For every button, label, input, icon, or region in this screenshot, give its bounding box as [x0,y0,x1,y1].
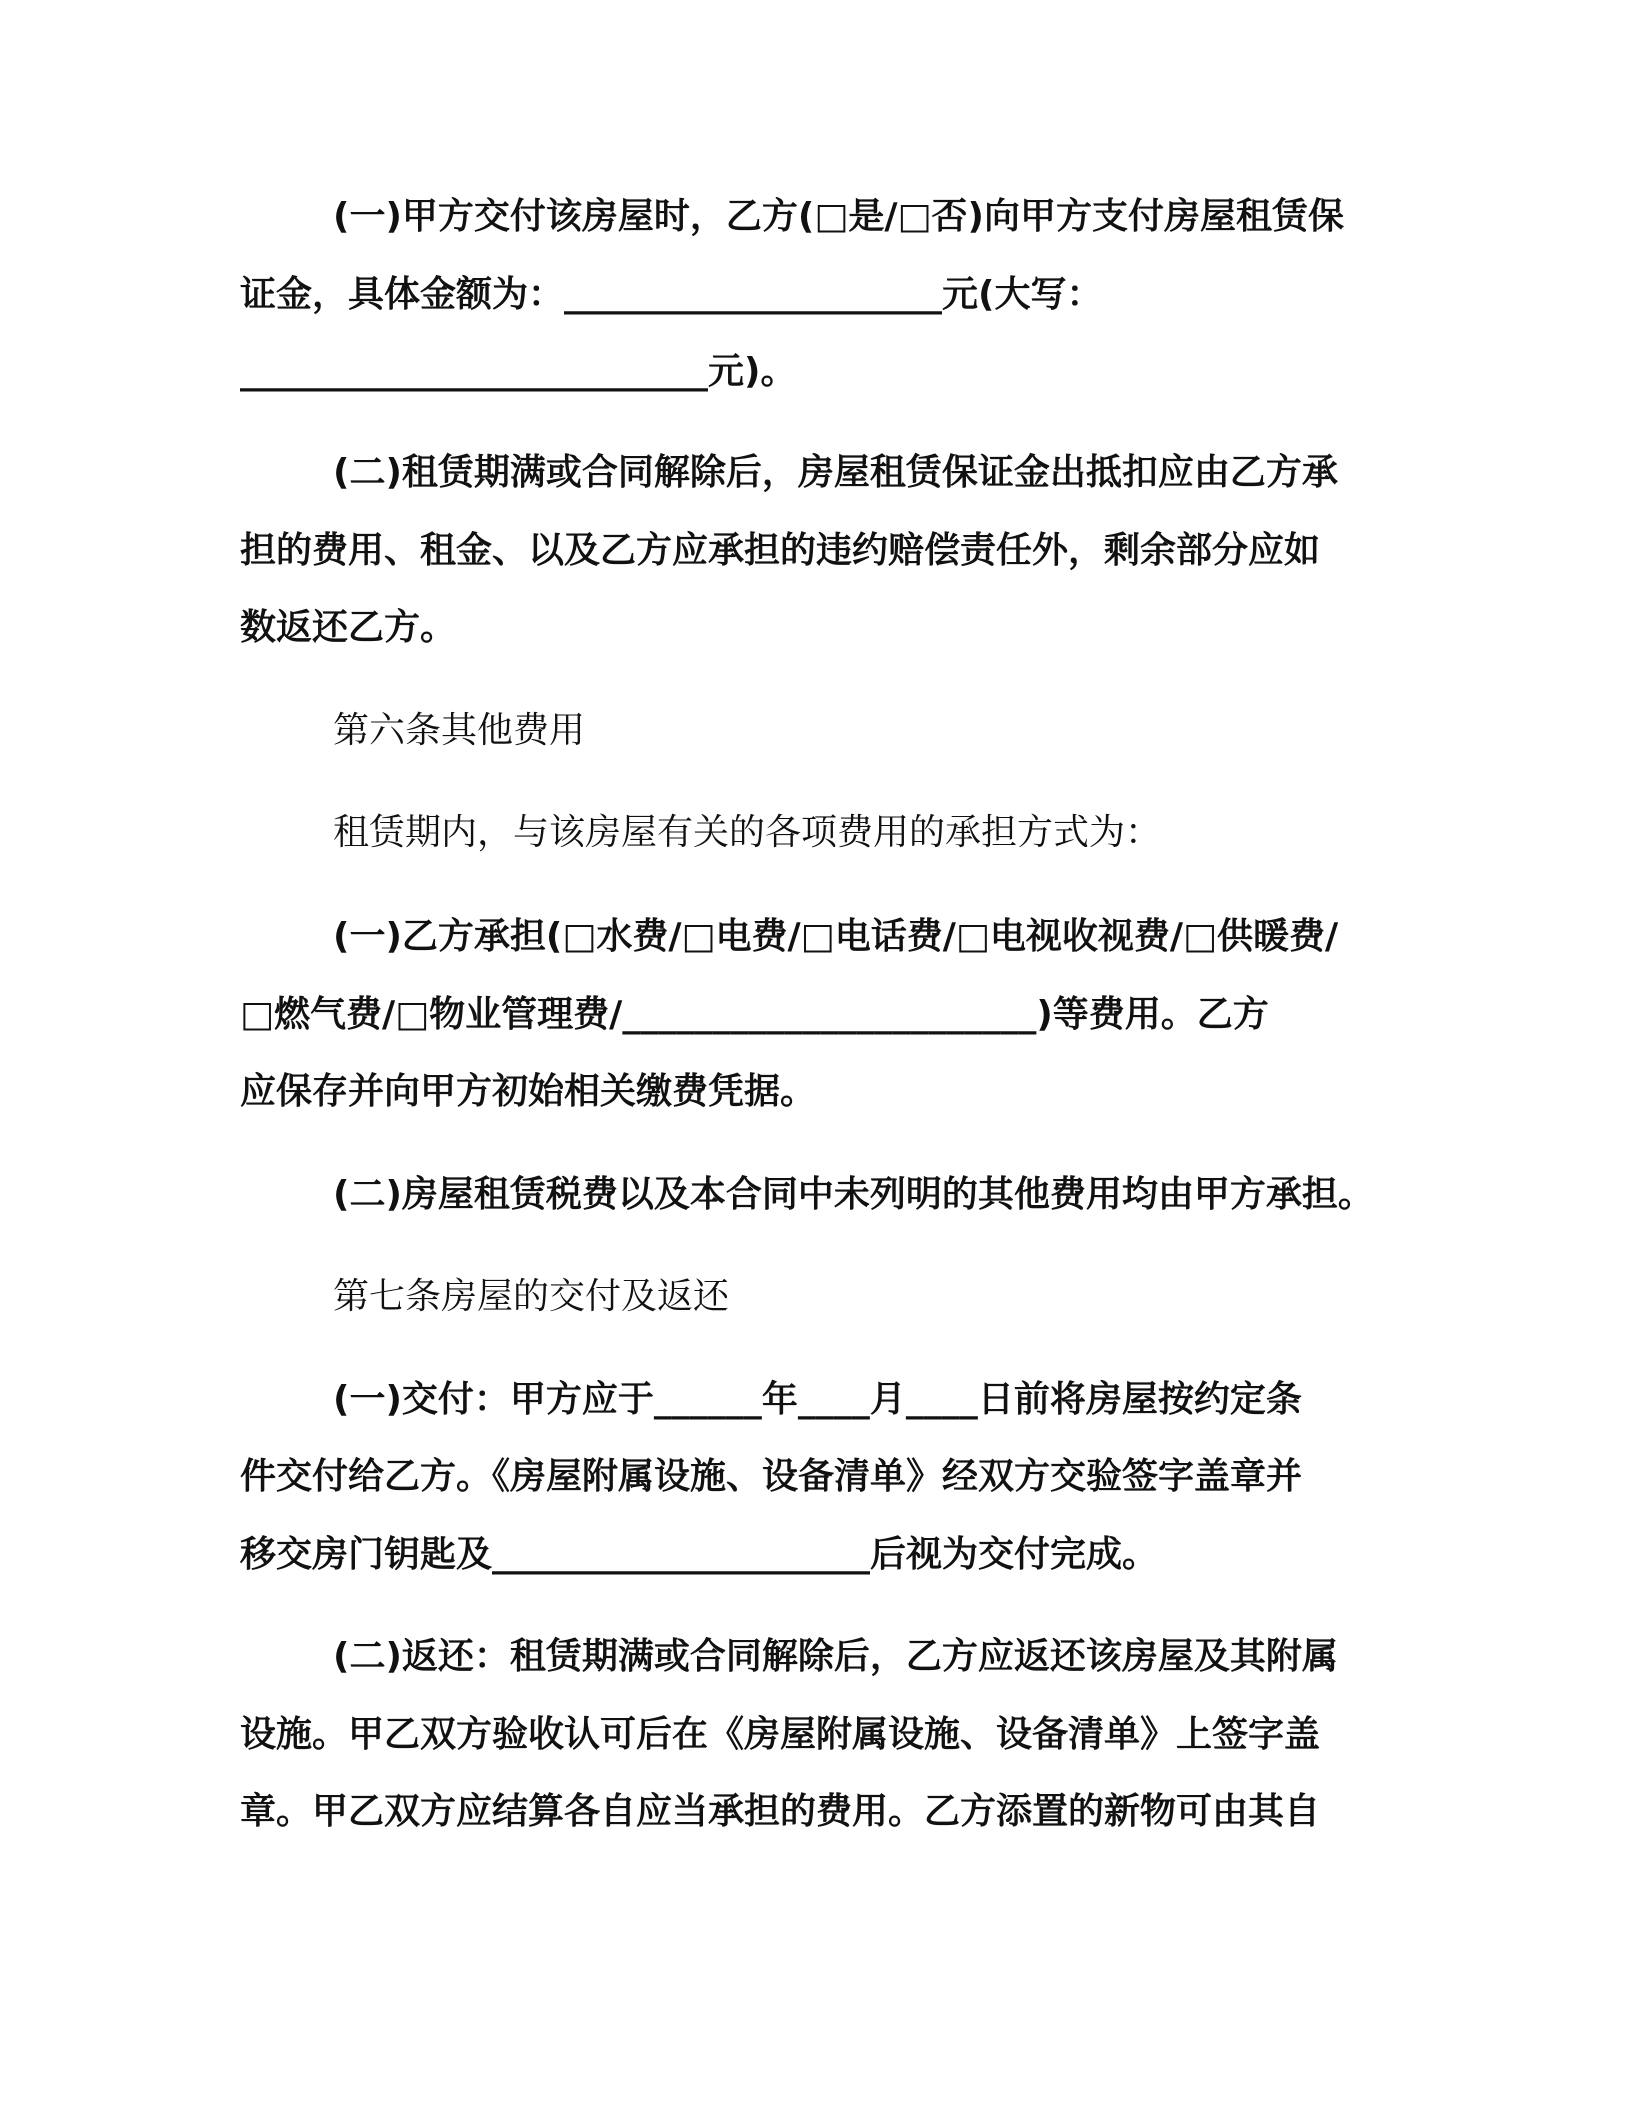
clause-5-2-line-3: 数返还乙方。 [240,607,457,648]
clause-7-2-line-2: 设施。甲乙双方验收认可后在《房屋附属设施、设备清单》上签字盖 [240,1714,1321,1755]
clause-6-1-line-2: □燃气费/□物业管理费/_______________________)等费用。乙方 [240,994,1269,1035]
clause-7-1-line-2: 件交付给乙方。《房屋附属设施、设备清单》经双方交验签字盖章并 [240,1456,1303,1497]
clause-6-1-line-3: 应保存并向甲方初始相关缴费凭据。 [240,1071,817,1112]
clause-5-1-line-1: (一)甲方交付该房屋时，乙方(□是/□否)向甲方支付房屋租赁保 [333,196,1344,237]
clause-7-1-line-1: (一)交付：甲方应于______年____月____日前将房屋按约定条 [333,1379,1302,1420]
clause-7-2-line-3: 章。甲乙双方应结算各自应当承担的费用。乙方添置的新物可由其自 [240,1791,1321,1832]
clause-7-2-line-1: (二)返还：租赁期满或合同解除后，乙方应返还该房屋及其附属 [333,1636,1338,1677]
clause-5-2-line-2: 担的费用、租金、以及乙方应承担的违约赔偿责任外，剩余部分应如 [240,530,1321,571]
clause-5-2-line-1: (二)租赁期满或合同解除后，房屋租赁保证金出抵扣应由乙方承 [333,452,1338,493]
clause-6-2: (二)房屋租赁税费以及本合同中未列明的其他费用均由甲方承担。 [333,1174,1374,1215]
clause-5-1-line-3: __________________________元)。 [240,351,797,392]
clause-6-1-line-1: (一)乙方承担(□水费/□电费/□电话费/□电视收视费/□供暖费/ [333,916,1339,957]
article-7-heading: 第七条房屋的交付及返还 [333,1276,730,1317]
article-6-heading: 第六条其他费用 [333,710,586,751]
article-6-intro: 租赁期内，与该房屋有关的各项费用的承担方式为： [333,812,1162,853]
clause-7-1-line-3: 移交房门钥匙及_____________________后视为交付完成。 [240,1534,1159,1575]
clause-5-1-line-2: 证金，具体金额为：_____________________元(大写： [240,274,1103,315]
